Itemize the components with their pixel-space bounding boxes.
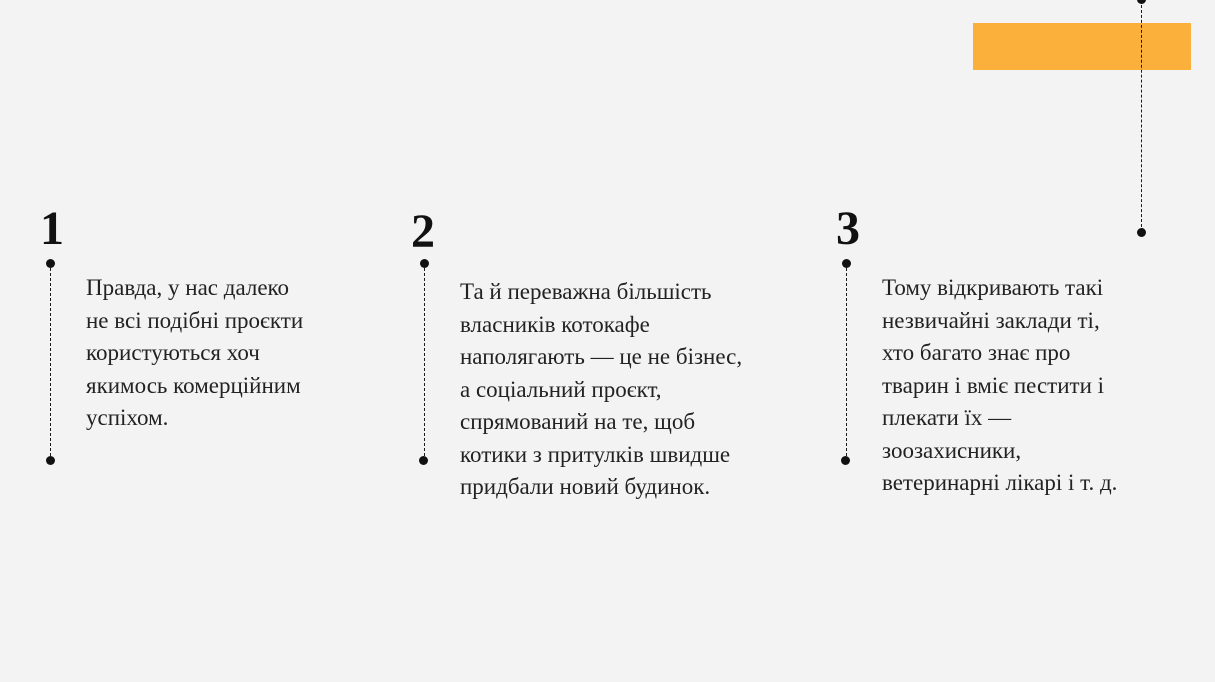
step-1-bottom-dot	[46, 456, 55, 465]
step-3-number: 3	[836, 202, 860, 255]
step-1-dashed-line	[50, 263, 51, 461]
step-3-dashed-line	[846, 263, 847, 461]
step-2-top-dot	[420, 259, 429, 268]
step-1-number: 1	[40, 202, 64, 255]
step-2-number: 2	[411, 205, 435, 258]
step-2-text: Та й переважна більшість власників котокафе наполягають — це не бізнес, а соціальний проєкт, спрямований на те, щоб котики з притулків швидше придбали новий будинок.	[460, 279, 743, 499]
step-3-text: Тому відкривають такі незвичайні заклади ті, хто багато знає про тварин і вміє пестити і плекати їх — зоозахисники, ветеринарні лікарі і т. д.	[882, 275, 1118, 495]
step-3-top-dot	[842, 259, 851, 268]
accent-line-top-dot	[1137, 0, 1146, 4]
step-1-top-dot	[46, 259, 55, 268]
step-2-dashed-line	[424, 263, 425, 461]
step-3-bottom-dot	[841, 456, 850, 465]
accent-dashed-line	[1141, 0, 1142, 232]
accent-line-bottom-dot	[1137, 228, 1146, 237]
step-1-text: Правда, у нас далеко не всі подібні проєкти користуються хоч якимось комерційним успіхом.	[86, 275, 304, 430]
step-2-bottom-dot	[419, 456, 428, 465]
accent-bar	[973, 23, 1191, 70]
